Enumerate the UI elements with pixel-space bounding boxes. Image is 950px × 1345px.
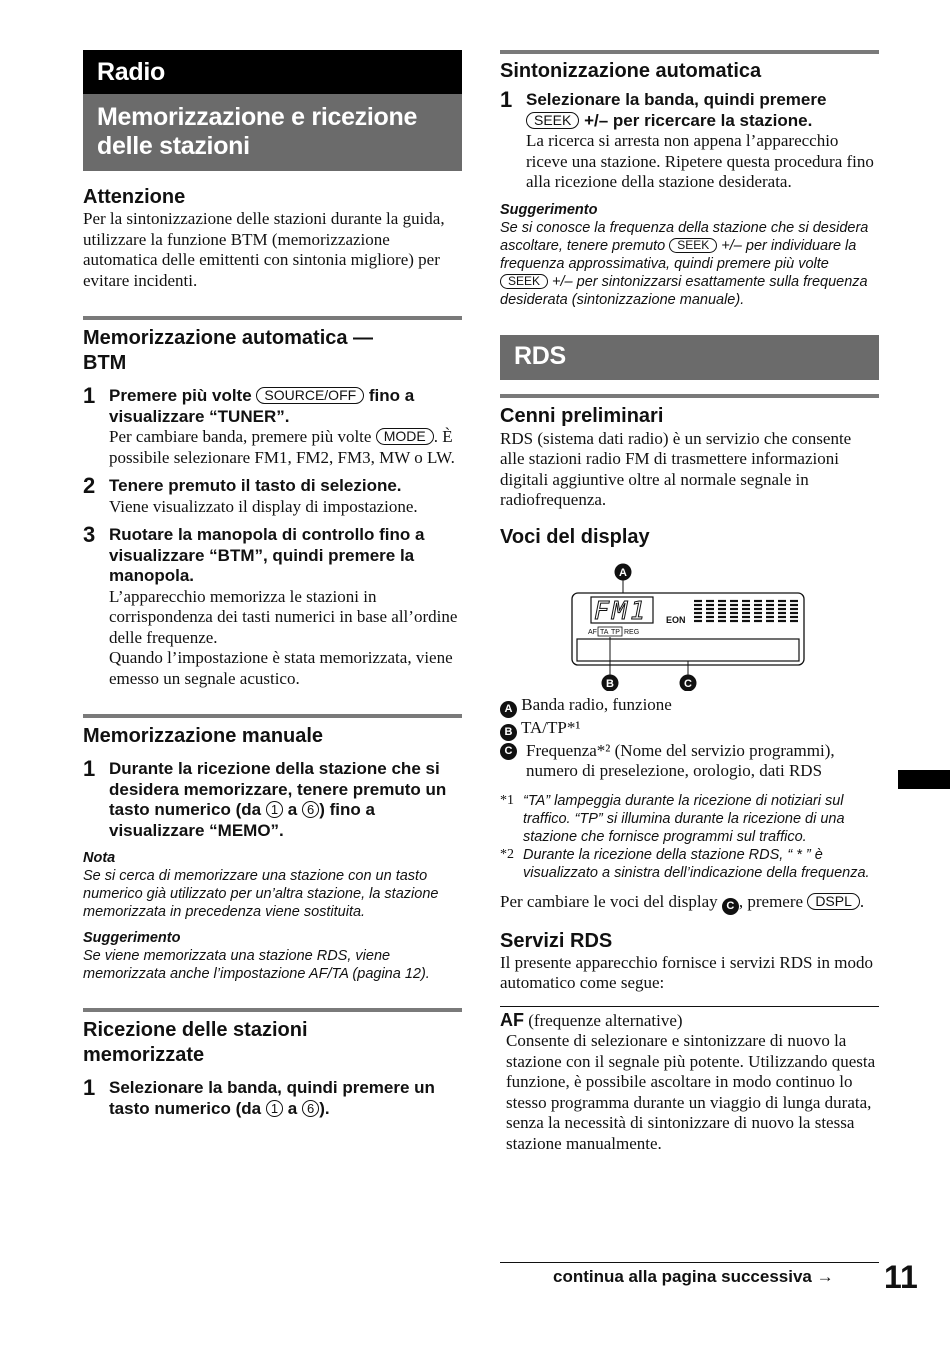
divider	[500, 394, 879, 398]
step-text: Durante la ricezione della stazione che si desidera memorizzare, tenere premuto un tasto numerico (da	[109, 759, 447, 819]
step-text: Selezionare la banda, quindi premere	[526, 90, 827, 109]
source-off-key: SOURCE/OFF	[256, 387, 364, 404]
footnote-text: “TA” lampeggia durante la ricezione di notiziari sul traffico. “TP” si illumina durante la ricezione di una stazione che fornisce programmi sul traffico.	[523, 792, 845, 845]
step-number: 1	[83, 1075, 96, 1100]
marker-a-label: A	[619, 566, 627, 579]
step-number: 1	[500, 87, 513, 112]
step-body: Quando l’impostazione è stata memorizzata, viene emesso un segnale acustico.	[109, 648, 453, 688]
suggerimento-block	[500, 201, 879, 309]
step-text: Ruotare la manopola di controllo fino a visualizzare “BTM”, quindi premere la manopola.	[109, 525, 425, 585]
display-diagram	[500, 553, 879, 691]
cenni-title: Cenni preliminari	[500, 404, 664, 427]
sintonizzazione-block	[500, 59, 879, 309]
attenzione-block	[83, 185, 462, 291]
body-text: .	[859, 891, 865, 911]
ricezione-block	[83, 1018, 462, 1119]
section-title-radio: Radio	[83, 50, 462, 94]
btm-title: Memorizzazione automatica — BTM	[83, 327, 374, 374]
legend-item-b	[500, 718, 879, 741]
step-text: fino a visualizzare “TUNER”.	[109, 386, 415, 426]
divider	[83, 316, 462, 320]
step-text: ).	[319, 1098, 330, 1118]
legend-item-c	[500, 741, 879, 782]
sintonizzazione-step-1	[500, 87, 879, 193]
section-subtitle: Memorizzazione e ricezione delle stazioni	[83, 94, 462, 171]
side-tab-marker	[898, 770, 950, 789]
note-text: +/– per sintonizzarsi esattamente sulla frequenza desiderata (sintonizzazione manuale).	[500, 273, 868, 308]
marker-a-icon: A	[500, 701, 517, 718]
step-body: Per cambiare banda, premere più volte	[109, 427, 376, 446]
servizi-title: Servizi RDS	[500, 929, 613, 952]
af-entry	[500, 1006, 879, 1155]
legend-item-a	[500, 695, 879, 718]
manuale-title: Memorizzazione manuale	[83, 725, 324, 747]
step-number: 3	[83, 522, 96, 547]
ricezione-title: Ricezione delle stazioni memorizzate	[83, 1019, 308, 1066]
key-6: 6	[302, 1100, 319, 1117]
sintonizzazione-title: Sintonizzazione automatica	[500, 60, 762, 82]
section-title-rds: RDS	[500, 335, 879, 380]
legend-text: TA/TP*¹	[520, 717, 581, 737]
marker-b-label: B	[606, 677, 614, 690]
body-text: Per cambiare le voci del display	[500, 891, 722, 911]
reg-indicator: REG	[624, 628, 640, 636]
voci-block	[500, 525, 879, 915]
footnote-mark: *1	[500, 792, 514, 808]
nota-block	[83, 849, 462, 921]
servizi-block	[500, 929, 879, 1155]
step-body: Viene visualizzato il display di impostazione.	[109, 496, 418, 516]
suggerimento-text: Se viene memorizzata una stazione RDS, viene memorizzata anche l’impostazione AF/TA (pagina 12).	[83, 948, 430, 982]
divider	[83, 714, 462, 718]
key-1: 1	[266, 1100, 283, 1117]
note-text: +/– per individuare la frequenza approssimativa, quindi premere più volte	[500, 237, 857, 272]
right-column	[500, 50, 879, 1154]
suggerimento-title: Suggerimento	[500, 201, 598, 218]
marker-c-label: C	[684, 677, 692, 690]
seek-key: SEEK	[669, 238, 717, 253]
nota-title: Nota	[83, 850, 116, 866]
body-text: , premere	[738, 891, 808, 911]
step-body: La ricerca si arresta non appena l’apparecchio riceve una stazione. Ripetere questa procedura fino alla ricezione della stazione desiderata.	[526, 131, 874, 191]
left-column	[83, 50, 462, 1119]
step-body: . È possibile selezionare FM1, FM2, FM3, MW o LW.	[109, 427, 455, 467]
cenni-text: RDS (sistema dati radio) è un servizio che consente alle stazioni radio FM di trasmettere informazioni digitali aggiuntive oltre al normale segnale in radiofrequenza.	[500, 428, 852, 509]
footnote-1	[500, 792, 879, 846]
suggerimento-block	[83, 929, 462, 983]
step-text: +/– per ricercare la stazione.	[579, 110, 813, 130]
step-body: L’apparecchio memorizza le stazioni in corrispondenza dei tasti numerici in base all’ordine delle frequenze.	[109, 586, 458, 647]
step-text: Selezionare la banda, quindi premere un tasto numerico (da	[109, 1078, 435, 1118]
continue-label: continua alla pagina successiva →	[553, 1267, 834, 1286]
eon-indicator: EON	[666, 614, 686, 625]
legend-text: Frequenza*² (Nome del servizio programmi), numero di preselezione, orologio, dati RDS	[526, 740, 835, 780]
step-text: Tenere premuto il tasto di selezione.	[109, 476, 402, 495]
seek-key: SEEK	[526, 112, 579, 129]
mode-key: MODE	[376, 428, 434, 445]
ricezione-step-1	[83, 1075, 462, 1119]
step-text: ) fino a visualizzare “MEMO”.	[109, 800, 375, 840]
marker-b-icon: B	[500, 724, 517, 741]
display-band-text: FM1	[594, 595, 649, 625]
footnote-mark: *2	[500, 846, 514, 862]
af-text: Consente di selezionare e sintonizzare di nuovo la stazione con il segnale più potente. Utilizzando questa funzione, è possibile ascoltare in modo continuo lo stesso programma durante un viaggio di lunga durata, senza la necessità di sintonizzare di nuovo la stessa stazione manualmente.	[506, 1031, 876, 1153]
btm-block	[83, 326, 462, 689]
step-text: a	[283, 1098, 302, 1118]
dspl-key: DSPL	[807, 893, 860, 910]
ta-indicator: TA	[600, 628, 609, 636]
af-title: AF	[500, 1009, 524, 1030]
suggerimento-title: Suggerimento	[83, 930, 181, 946]
step-number: 1	[83, 756, 96, 781]
af-subtitle: (frequenze alternative)	[528, 1010, 683, 1030]
footnote-2	[500, 846, 879, 882]
note-text: Se si conosce la frequenza della stazione che si desidera ascoltare, tenere premuto	[500, 219, 869, 254]
marker-c-icon: C	[722, 898, 739, 915]
manuale-step-1	[83, 756, 462, 841]
servizi-text: Il presente apparecchio fornisce i servizi RDS in modo automatico come segue:	[500, 952, 873, 992]
footer-rule	[500, 1262, 879, 1263]
attenzione-title: Attenzione	[83, 186, 186, 208]
step-text: Premere più volte	[109, 386, 257, 405]
af-indicator: AF	[588, 628, 597, 636]
suggerimento-text	[500, 219, 879, 309]
change-display-text	[500, 892, 879, 915]
marker-c-icon: C	[500, 743, 517, 760]
divider	[83, 1008, 462, 1012]
btm-step-1	[83, 383, 462, 468]
btm-step-2	[83, 473, 462, 517]
attenzione-text: Per la sintonizzazione delle stazioni durante la guida, utilizzare la funzione BTM (memorizzazione automatica delle emittenti con sintonia migliore) per evitare incidenti.	[83, 209, 445, 290]
voci-title: Voci del display	[500, 525, 650, 548]
page-number: 11	[884, 1259, 918, 1295]
manuale-block	[83, 724, 462, 983]
cenni-block	[500, 404, 879, 511]
nota-text: Se si cerca di memorizzare una stazione con un tasto numerico già utilizzato per un’altra stazione, la stazione memorizzata in precedenza viene sostituita.	[83, 868, 439, 920]
step-number: 1	[83, 383, 96, 408]
step-number: 2	[83, 473, 96, 498]
footnote-text: Durante la ricezione della stazione RDS, “ * ” è visualizzato a sinistra dell’indicazione della frequenza.	[523, 846, 870, 881]
tp-indicator: TP	[611, 628, 620, 636]
step-text: a	[283, 800, 302, 819]
key-1: 1	[266, 801, 283, 818]
seek-key: SEEK	[500, 274, 548, 289]
btm-step-3	[83, 522, 462, 689]
divider	[500, 50, 879, 54]
legend-text: Banda radio, funzione	[521, 694, 672, 714]
key-6: 6	[302, 801, 319, 818]
